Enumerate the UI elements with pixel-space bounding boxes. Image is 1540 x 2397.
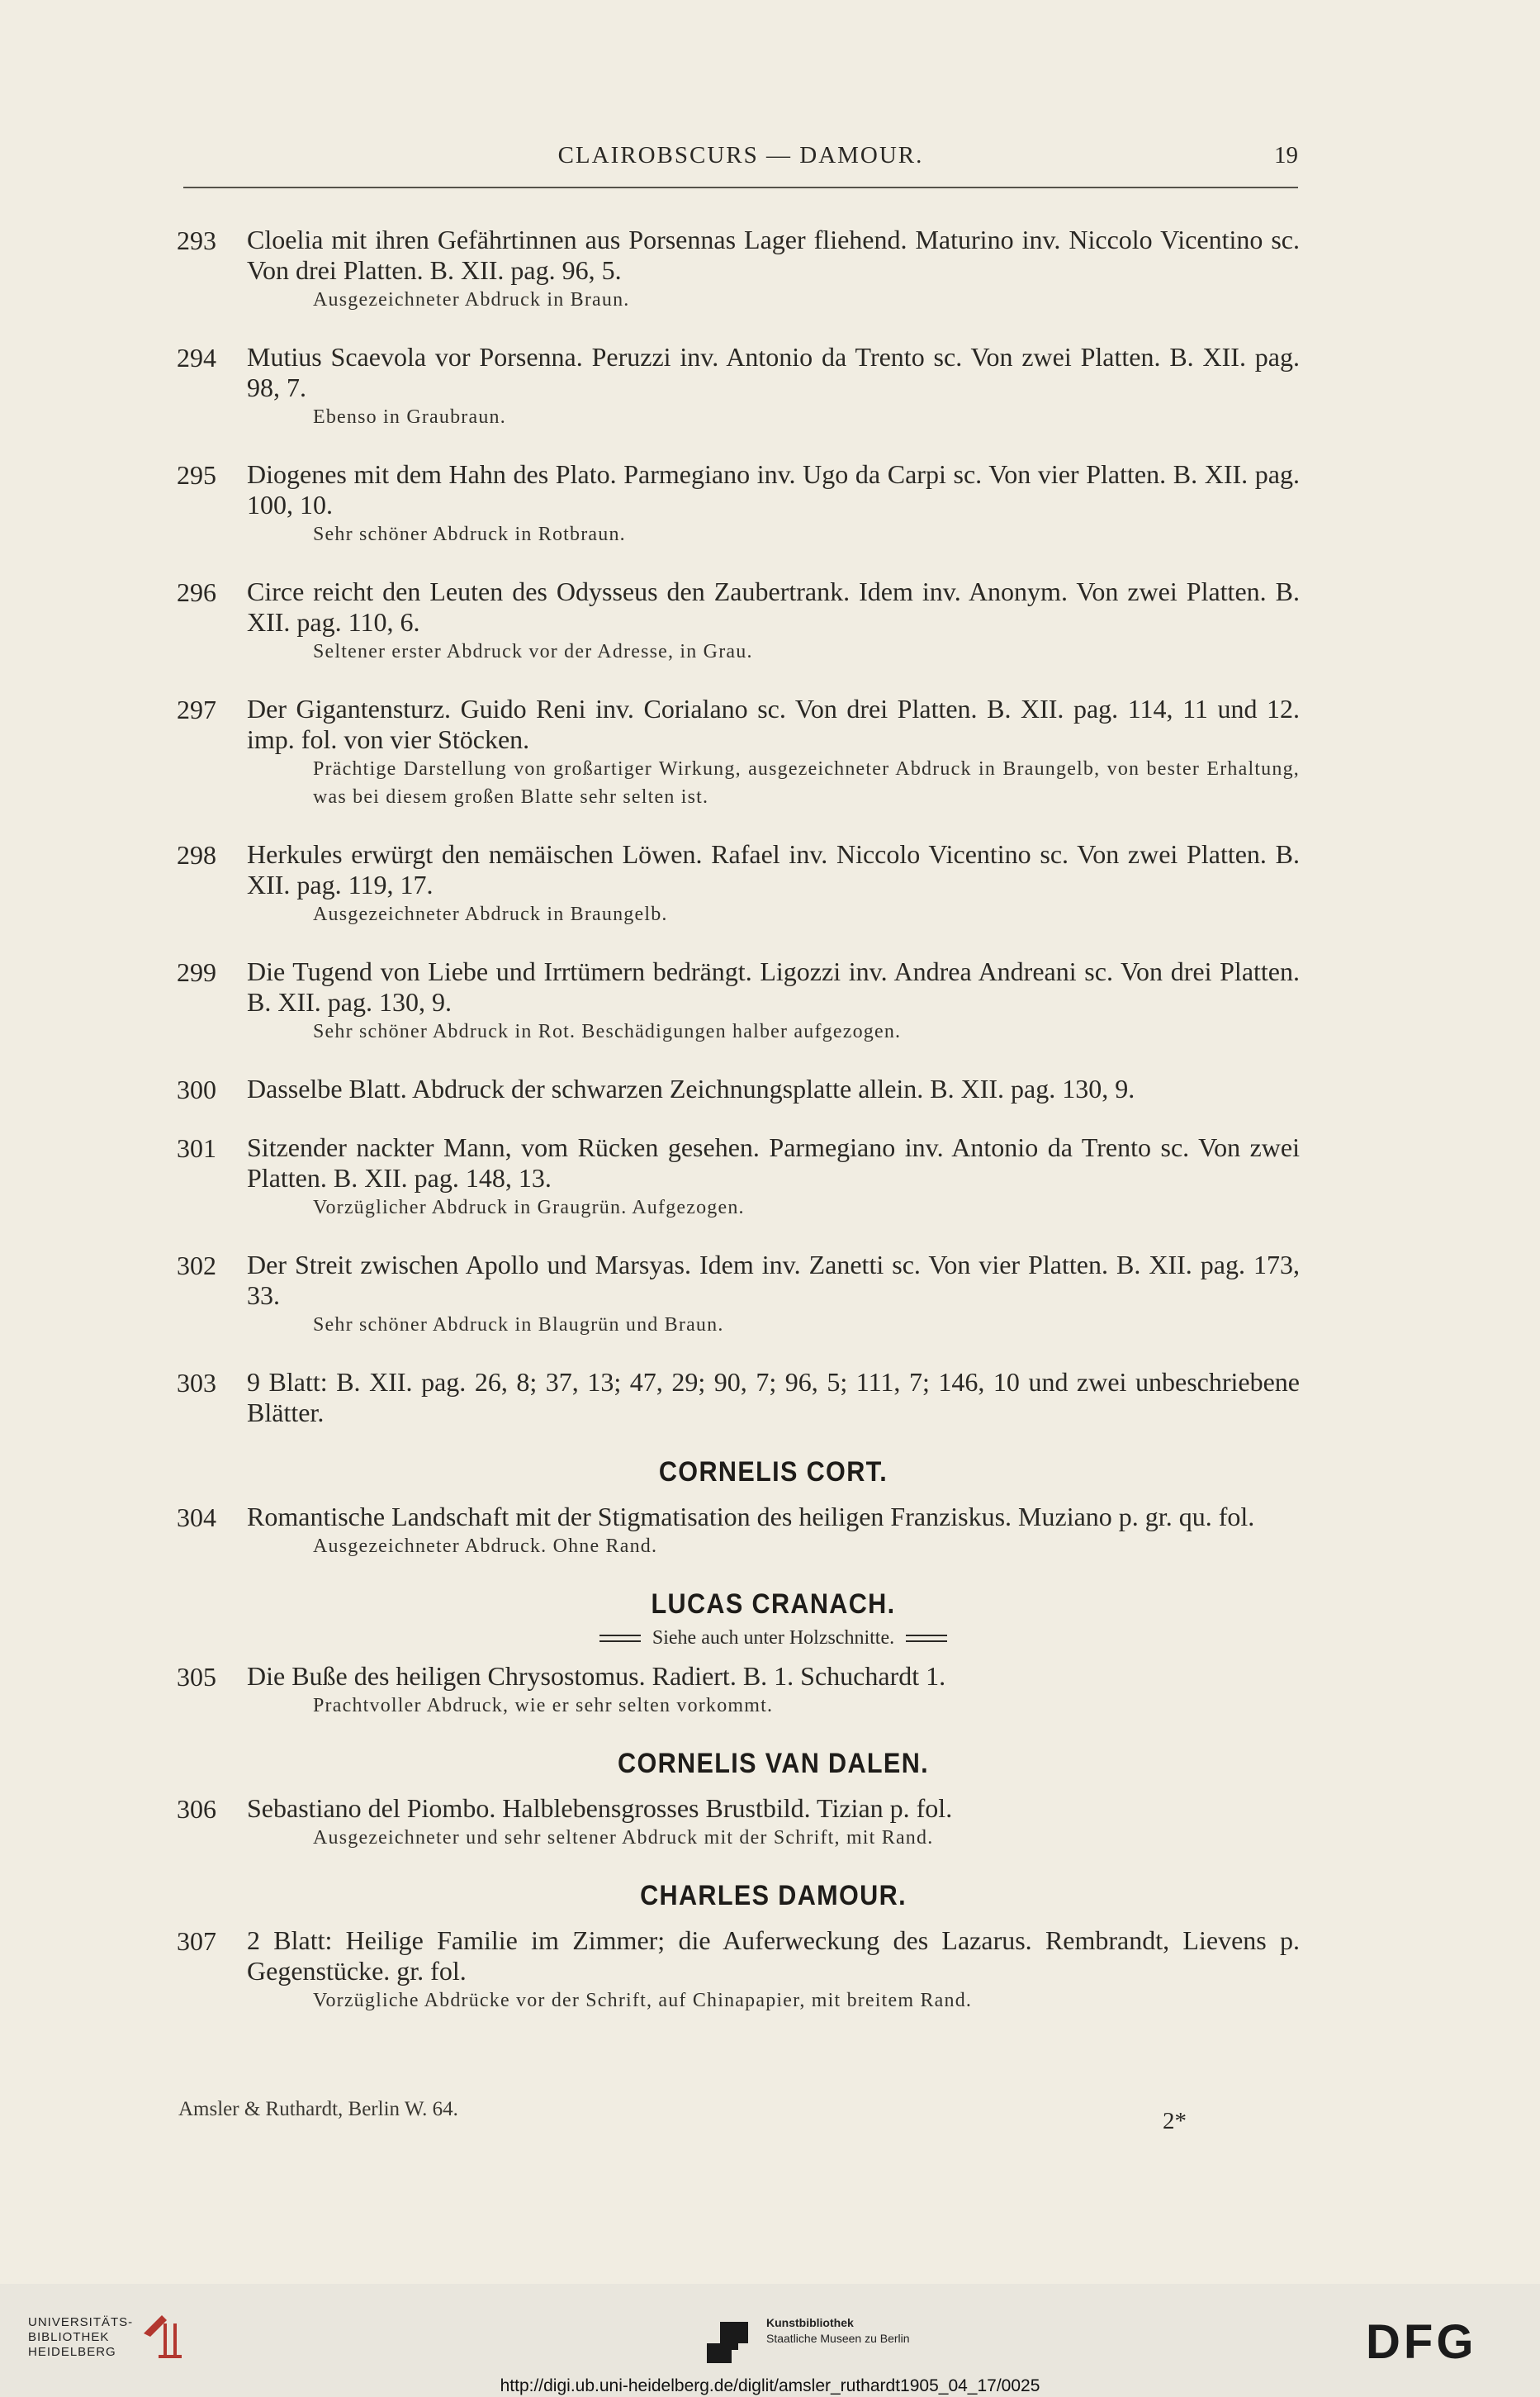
lot-number: 294 <box>177 343 216 373</box>
condition-note: Seltener erster Abdruck vor der Adresse, in Grau. <box>313 641 753 662</box>
lot-number: 293 <box>177 225 216 255</box>
lot-description: Mutius Scaevola vor Porsenna. Peruzzi inv. Antonio da Trento sc. Von zwei Platten. B. XII. pag. 98, 7. <box>247 342 1300 402</box>
artist-heading: CORNELIS CORT. <box>658 1456 888 1488</box>
partner-title: Kunstbibliothek <box>766 2316 854 2329</box>
lot-number: 296 <box>177 577 216 607</box>
catalog-entry <box>177 1250 1300 1339</box>
permalink-url[interactable]: http://digi.ub.uni-heidelberg.de/diglit/amsler_ruthardt1905_04_17/0025 <box>500 2376 1040 2395</box>
lot-number: 300 <box>177 1075 216 1104</box>
lot-number: 295 <box>177 460 216 490</box>
catalog-entry <box>177 1132 1300 1222</box>
dfg-logo[interactable]: DFG <box>1366 2315 1477 2369</box>
digitization-footer <box>0 2284 1540 2397</box>
lot-description: Dasselbe Blatt. Abdruck der schwarzen Zeichnungsplatte allein. B. XII. pag. 130, 9. <box>247 1074 1135 1104</box>
condition-note: Ausgezeichneter Abdruck in Braun. <box>313 289 630 311</box>
partner-logo-text[interactable] <box>766 2315 910 2347</box>
university-logo-line: BIBLIOTHEK <box>28 2330 110 2344</box>
double-rule <box>599 1635 641 1642</box>
catalog-entries <box>177 225 1300 2043</box>
condition-note: Prachtvoller Abdruck, wie er sehr selten vorkommt. <box>313 1695 774 1716</box>
condition-note: Prächtige Darstellung von großartiger Wirkung, ausgezeichneter Abdruck in Braungelb, von bester Erhaltung, was bei diesem großen Blatte sehr selten ist. <box>313 758 1300 808</box>
lot-number: 304 <box>177 1502 216 1532</box>
artist-heading: CHARLES DAMOUR. <box>640 1880 907 1911</box>
lot-description: Circe reicht den Leuten des Odysseus den Zaubertrank. Idem inv. Anonym. Von zwei Platten. B. XII. pag. 110, 6. <box>247 577 1300 637</box>
publisher-imprint: Amsler & Ruthardt, Berlin W. 64. <box>178 2098 458 2120</box>
condition-note: Vorzügliche Abdrücke vor der Schrift, auf Chinapapier, mit breitem Rand. <box>313 1990 973 2011</box>
lot-description: Herkules erwürgt den nemäischen Löwen. Rafael inv. Niccolo Vicentino sc. Von zwei Platten. B. XII. pag. 119, 17. <box>247 839 1300 899</box>
catalog-entry <box>177 1661 1300 1720</box>
university-logo-line: UNIVERSITÄTS- <box>28 2315 134 2329</box>
lot-description: Die Buße des heiligen Chrysostomus. Radiert. B. 1. Schuchardt 1. <box>247 1661 946 1691</box>
catalog-entry <box>177 225 1300 314</box>
lot-description: Der Streit zwischen Apollo und Marsyas. Idem inv. Zanetti sc. Von vier Platten. B. XII. pag. 173, 33. <box>247 1250 1300 1310</box>
condition-note: Ausgezeichneter Abdruck. Ohne Rand. <box>313 1536 658 1557</box>
catalog-entry <box>177 342 1300 431</box>
catalog-entry <box>177 956 1300 1046</box>
lot-number: 305 <box>177 1662 216 1692</box>
condition-note: Ausgezeichneter Abdruck in Braungelb. <box>313 904 668 925</box>
see-also-note <box>247 1627 1300 1649</box>
catalog-entry <box>177 1367 1300 1428</box>
lot-number: 299 <box>177 957 216 987</box>
lot-number: 302 <box>177 1251 216 1280</box>
lot-description: Sebastiano del Piombo. Halblebensgrosses Brustbild. Tizian p. fol. <box>247 1793 953 1823</box>
lot-description: 9 Blatt: B. XII. pag. 26, 8; 37, 13; 47, 29; 90, 7; 96, 5; 111, 7; 146, 10 und zwei unbeschriebene Blätter. <box>247 1367 1300 1427</box>
university-library-logo[interactable] <box>28 2315 133 2360</box>
double-rule <box>906 1635 947 1642</box>
lot-description: Der Gigantensturz. Guido Reni inv. Corialano sc. Von drei Platten. B. XII. pag. 114, 11 und 12. imp. fol. von vier Stöcken. <box>247 694 1300 754</box>
artist-heading: LUCAS CRANACH. <box>651 1588 896 1620</box>
lot-number: 303 <box>177 1368 216 1398</box>
page-number: 19 <box>1274 142 1298 169</box>
lot-description: Cloelia mit ihren Gefährtinnen aus Porsennas Lager fliehend. Maturino inv. Niccolo Vicentino sc. Von drei Platten. B. XII. pag. 96, 5. <box>247 225 1300 285</box>
see-also-text: Siehe auch unter Holzschnitte. <box>652 1627 895 1649</box>
university-logo-line: HEIDELBERG <box>28 2345 116 2359</box>
catalog-entry <box>177 694 1300 811</box>
catalog-entry <box>177 1074 1300 1104</box>
lot-description: Romantische Landschaft mit der Stigmatisation des heiligen Franziskus. Muziano p. gr. qu. fol. <box>247 1502 1255 1531</box>
lot-number: 307 <box>177 1926 216 1956</box>
lot-number: 297 <box>177 695 216 724</box>
lot-number: 301 <box>177 1133 216 1163</box>
lot-number: 298 <box>177 840 216 870</box>
running-title: CLAIROBSCURS — DAMOUR. <box>557 142 924 169</box>
catalog-entry <box>177 1793 1300 1852</box>
condition-note: Vorzüglicher Abdruck in Graugrün. Aufgezogen. <box>313 1197 745 1218</box>
catalog-entry <box>177 1502 1300 1560</box>
lot-description: Sitzender nackter Mann, vom Rücken gesehen. Parmegiano inv. Antonio da Trento sc. Von zwei Platten. B. XII. pag. 148, 13. <box>247 1132 1300 1193</box>
header-rule <box>183 187 1298 188</box>
kunstbibliothek-logo-icon <box>704 2319 753 2366</box>
lot-description: Die Tugend von Liebe und Irrtümern bedrängt. Ligozzi inv. Andrea Andreani sc. Von drei Platten. B. XII. pag. 130, 9. <box>247 956 1300 1017</box>
lot-description: 2 Blatt: Heilige Familie im Zimmer; die Auferweckung des Lazarus. Rembrandt, Lievens p. Gegenstücke. gr. fol. <box>247 1925 1300 1986</box>
condition-note: Sehr schöner Abdruck in Rotbraun. <box>313 524 626 545</box>
catalog-entry <box>177 1925 1300 2015</box>
condition-note: Sehr schöner Abdruck in Blaugrün und Braun. <box>313 1314 724 1336</box>
printer-signature: 2* <box>1163 2108 1187 2134</box>
condition-note: Sehr schöner Abdruck in Rot. Beschädigungen halber aufgezogen. <box>313 1021 902 1042</box>
catalog-entry <box>177 459 1300 548</box>
catalog-entry <box>177 839 1300 928</box>
university-emblem-icon <box>140 2309 187 2361</box>
catalog-entry <box>177 577 1300 666</box>
running-head <box>183 142 1298 175</box>
artist-heading: CORNELIS VAN DALEN. <box>617 1748 929 1779</box>
condition-note: Ebenso in Graubraun. <box>313 406 506 428</box>
lot-number: 306 <box>177 1794 216 1824</box>
condition-note: Ausgezeichneter und sehr seltener Abdruck mit der Schrift, mit Rand. <box>313 1827 934 1849</box>
lot-description: Diogenes mit dem Hahn des Plato. Parmegiano inv. Ugo da Carpi sc. Von vier Platten. B. XII. pag. 100, 10. <box>247 459 1300 520</box>
partner-subtitle: Staatliche Museen zu Berlin <box>766 2332 910 2345</box>
